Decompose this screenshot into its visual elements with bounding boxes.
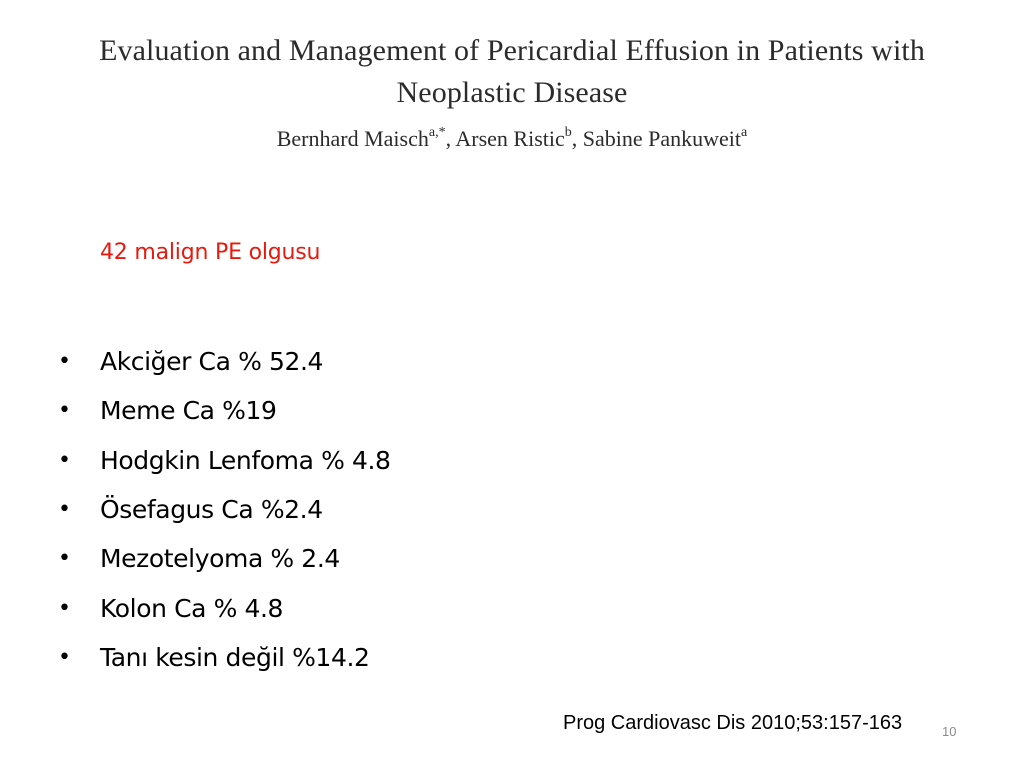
paper-title-block [0,30,1024,154]
list-item [58,534,391,583]
tumor-distribution-list [58,337,391,682]
bullet-icon: • [58,398,71,424]
author-name: Arsen Ristic [455,126,565,151]
list-item [58,583,391,632]
list-item-text: Tanı kesin değil %14.2 [100,642,370,672]
author-affiliation: a,* [428,125,446,140]
list-item-text: Ösefagus Ca %2.4 [100,495,323,525]
author-name: Bernhard Maisch [276,126,429,151]
list-item-text: Akciğer Ca % 52.4 [100,347,324,377]
bullet-icon: • [58,497,71,523]
author-separator: , [571,126,583,151]
author-name: Sabine Pankuweit [582,126,742,151]
bullet-icon: • [58,447,71,473]
bullet-icon: • [58,349,71,375]
list-item [58,436,391,485]
bullet-icon: • [58,644,71,670]
list-item-text: Mezotelyoma % 2.4 [100,544,340,574]
paper-title-line-1: Evaluation and Management of Pericardial Effusion in Patients with [99,34,925,67]
paper-title-line-2: Neoplastic Disease [396,76,628,109]
list-item-text: Meme Ca %19 [100,396,277,426]
list-item [58,485,391,534]
slide-number: 10 [942,724,957,739]
bullet-icon: • [58,595,71,621]
case-count-heading: 42 malign PE olgusu [100,240,321,265]
author-affiliation: a [741,125,748,140]
paper-authors [0,124,1024,154]
list-item-text: Kolon Ca % 4.8 [100,593,284,623]
list-item [58,386,391,435]
bullet-icon: • [58,546,71,572]
list-item-text: Hodgkin Lenfoma % 4.8 [100,445,391,475]
author-separator: , [445,126,456,151]
list-item [58,337,391,386]
journal-citation: Prog Cardiovasc Dis 2010;53:157-163 [563,712,903,734]
author-affiliation: b [564,125,572,140]
list-item [58,633,391,682]
